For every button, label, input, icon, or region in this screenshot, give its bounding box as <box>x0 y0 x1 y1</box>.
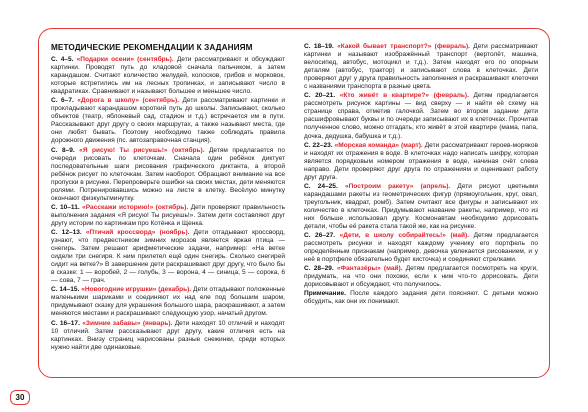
task-text: Дети рассматривают героев-моряков и находят их отражения в воде. В клеточках надо написать шифру, которая является порядковым номером отражения в воде, начиная счёт слева направо. Дети проверяют друг друга по отражениям и оценивают работу друг друга. <box>304 141 538 181</box>
task-title: «Какой бывает транспорт?» (февраль). <box>337 43 470 50</box>
task-text: Дети проверяют правильность выполнения задания «Я рисую! Ты рисуешь!». Затем дети составляют друг другу истории по картинкам про Котёнка и Щенка. <box>51 203 285 227</box>
task-title: «Расскажи историю!» (октябрь). <box>82 203 189 211</box>
right-items <box>304 43 538 289</box>
task-title: «Я рисую! Ты рисуешь!» (октябрь). <box>79 146 205 154</box>
note-paragraph <box>304 290 538 306</box>
task-title: «Кто живёт в квартире?» (февраль). <box>339 92 469 100</box>
task-text: Дети рисуют цветными карандашами ракеты из геометрических фигур (прямоугольник, круг, овал, треугольник, квадрат, ромб). Затем считают все фигуры и записывают их количество в клеточках. Придумывают название ракеты, например, что из них больше использовал другу. Космонавтам необходимо дорисовать детали, чтобы её ракета стала такой же, как на рисунке. <box>304 182 538 231</box>
task-text: Дети рассматривают и обсуждают картинки. Проводят путь до кладовой сначала пальчиком, а затем карандашом. Считают количество желудей, колосков, грибов и морковок, которые встретились им на лесных тропинках, и записывают число в квадратиках. Сравнивают и называют большее и меньшее число. <box>51 56 285 96</box>
page-heading: МЕТОДИЧЕСКИЕ РЕКОМЕНДАЦИИ К ЗАДАНИЯМ <box>51 43 253 52</box>
note-label: Примечание. <box>304 290 346 298</box>
task-text: Дети рассматривают картинки и называют изображённый транспорт (вертолёт, машина, велосипед, автобус, мотоцикл и т.д.). Затем находят его по опорным деталям (автобус, трактор) и записывают слова в клеточках. Дети проверяют друг у друга правильность заполнения и раскрашивают клеточки с названиями транспорта в разные цвета. <box>304 43 538 91</box>
task-page-ref: С. 4–5. <box>51 56 74 63</box>
left-column <box>51 43 285 353</box>
task-paragraph <box>304 265 538 289</box>
task-page-ref: С. 24–25. <box>304 182 338 190</box>
left-items <box>51 56 285 352</box>
task-text: Дети рассматривают картинки и прокладывают карандашом короткий путь до школы. Записывают, сколько объектов (театр, яблоневый сад, стадион и т.д.) встречается им в пути. Рассказывают друг другу о своих маршрутах, а также называют места, где они любят бывать. Поэтому необходимо также соблюдать правила дорожного движения (пс. автозаправочная станция). <box>51 97 285 145</box>
task-title: «Зимние забавы» (январь). <box>82 319 173 327</box>
note-text: После каждого задания дети поясняют. С детьми можно обсудить, как они их понимают. <box>304 290 539 306</box>
task-page-ref: С. 10–11. <box>51 203 80 211</box>
task-page-ref: С. 26–27. <box>304 232 336 240</box>
task-page-ref: С. 8–9. <box>51 146 75 154</box>
page-frame <box>38 28 550 378</box>
task-text: Детям предлагается по очереди рисовать по клеточкам. Сначала один ребёнок диктует последовательные шаги рисования графического диктанта, а второй ребёнок рисует по клеточкам. Затем наоборот. Обращают внимание на все пропуски в рисунке. Перепроверьте ошибки на своих местах, дети меняются ролями. Потренировавшись можно на листе в клетку. Весёлую минутку окончают физкультминутку. <box>51 146 285 202</box>
task-paragraph <box>51 147 285 203</box>
task-title: «Фантазёры» (май). <box>336 265 403 273</box>
task-title: «Новогодние игрушки» (декабрь). <box>81 286 192 294</box>
task-title: «Дорога в школу» (сентябрь). <box>77 97 180 105</box>
page-number: 30 <box>10 390 30 405</box>
task-paragraph <box>304 183 538 231</box>
task-paragraph <box>51 97 285 145</box>
task-title: «Морская команда» (март). <box>334 141 423 149</box>
task-page-ref: С. 16–17. <box>51 319 80 327</box>
task-text: Дети находят 10 отличий и находят 10 отличий. Затем рассказывают друг другу, какие отличия есть на картинках. Внизу страниц нарисованы разные снежинки, среди которых нужно найти две одинаковые. <box>51 319 285 351</box>
task-paragraph <box>304 142 538 182</box>
task-title: «Дети, в школу собирайтесь!» (май). <box>339 232 470 240</box>
task-page-ref: С. 18–19. <box>304 43 334 50</box>
task-paragraph <box>51 320 285 352</box>
task-title: «Птичий кроссворд» (ноябрь). <box>85 228 190 236</box>
task-page-ref: С. 20–21. <box>304 92 336 100</box>
task-page-ref: С. 6–7. <box>51 97 74 105</box>
task-paragraph <box>51 229 285 285</box>
task-page-ref: С. 22–23. <box>304 141 333 149</box>
task-page-ref: С. 28–29. <box>304 265 334 273</box>
task-paragraph <box>51 56 285 96</box>
task-page-ref: С. 12–13. <box>51 228 82 236</box>
task-text: Детям предлагается рассмотреть рисунок картины — вид сверху — и найти её схему на странице справа, отметив галочкой. Затем во втором задании дети расшифровывают буквы и по очереди записывают их в клеточках. Прочитав полученное слово, можно отгадать, кто живёт в этой квартире (мама, папа, дочка, дедушка, бабушка и т.д.). <box>304 92 539 140</box>
task-paragraph <box>304 43 538 91</box>
task-text: Дети отгадывают положенные маленькими шариками и соединяют их над еле под большим шаром, придумывают сказку для украшения большого шара, раскрашивают, а затем меняются местами и раскрашивают следующую узор, начатый другом. <box>51 286 285 318</box>
task-text: Детям предлагается рассмотреть рисунки и находят каждому ученику его портфель по определённым признакам (например, девочка увлекается рисованием, и у неё в портфеле обязательно будет кисточка) и соединяют стрелками. <box>304 232 538 264</box>
task-paragraph <box>51 204 285 228</box>
task-text: Дети отгадывают кроссворд, узнают, что предвестником зимних морозов является яркая птица — снегирь. Затем решают арифметические задачи, например: «На ветке сидели три снегиря. К ним прилетел ещё один снегирь. Сколько снегирей сидит на ветке?» В завершение дети раскрашивают друг другу, что было бы в сказке: 1 — воробей, 2 — голубь, 3 — ворона, 4 — синица, 5 — сорока, 6 — сова, 7 — грач. <box>51 228 286 285</box>
right-column <box>304 43 538 308</box>
task-paragraph <box>51 286 285 318</box>
task-title: «Подарки осени» (сентябрь). <box>76 56 174 63</box>
task-text: Детям предлагается посмотреть на круги, придумать, на что они похожи, если к ним что-то дорисовать. Дети дорисовывают и обсуждают, что получилось. <box>304 265 538 289</box>
task-paragraph <box>304 232 538 264</box>
task-paragraph <box>304 92 538 140</box>
task-title: «Построим ракету» (апрель). <box>344 182 451 190</box>
task-page-ref: С. 14–15. <box>51 286 80 294</box>
